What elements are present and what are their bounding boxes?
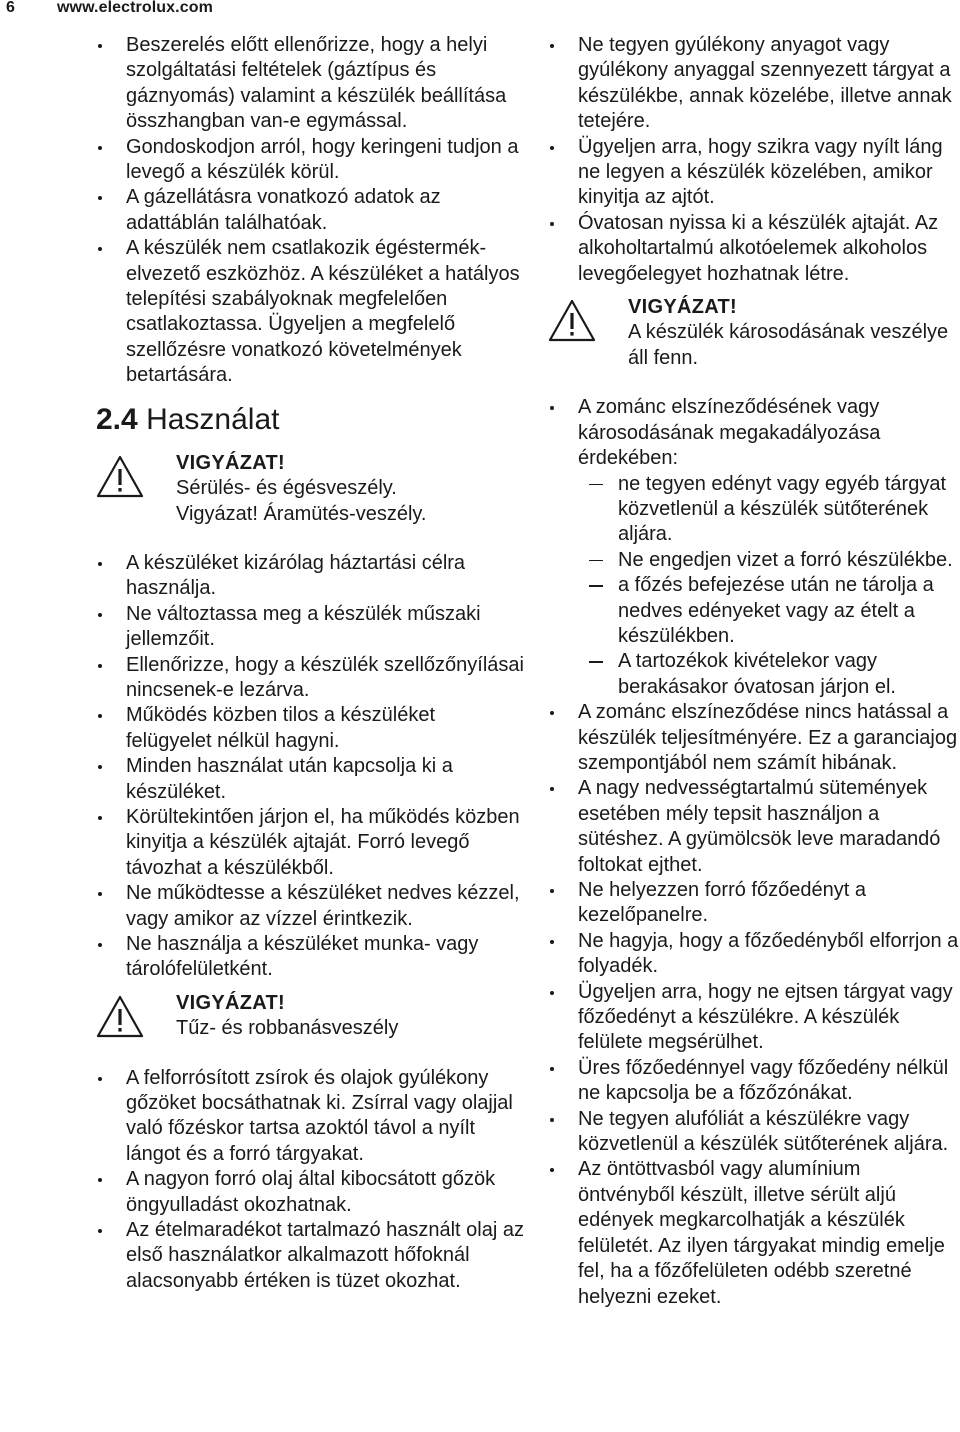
list-item: Ügyeljen arra, hogy ne ejtsen tárgyat vagy főzőedényt a készülékre. A készülék felülete megsérülhet. — [548, 980, 960, 1056]
warning-block-injury — [96, 451, 524, 527]
section-heading — [96, 403, 524, 437]
list-item: A készüléket kizárólag háztartási célra használja. — [96, 551, 524, 602]
page-number: 6 — [6, 0, 15, 16]
dash-item: Ne engedjen vizet a forró készülékbe. — [578, 548, 960, 573]
right-column — [548, 33, 960, 1310]
list-item: Beszerelés előtt ellenőrizze, hogy a helyi szolgáltatási feltételek (gáztípus és gáznyomás) valamint a készülék beállítása összhangban van-e egymással. — [96, 33, 524, 135]
warning-title: VIGYÁZAT! — [176, 991, 285, 1014]
warning-triangle-icon — [96, 994, 144, 1040]
warning-text: A készülék károsodásának veszélye áll fenn. — [628, 321, 949, 369]
header-url: www.electrolux.com — [57, 0, 213, 16]
list-item: Működés közben tilos a készüléket felügyelet nélkül hagyni. — [96, 703, 524, 754]
installation-bullets — [96, 33, 524, 389]
list-item: Ne helyezzen forró főzőedényt a kezelőpanelre. — [548, 878, 960, 929]
list-item: Az ételmaradékot tartalmazó használt olaj az első használatkor alkalmazott hőfoknál alacsonyabb értéken is tüzet okozhat. — [96, 1218, 524, 1294]
list-item: Ne változtassa meg a készülék műszaki jellemzőit. — [96, 602, 524, 653]
enamel-intro: A zománc elszíneződésének vagy károsodásának megakadályozása érdekében: — [578, 396, 881, 470]
list-item: Óvatosan nyissa ki a készülék ajtaját. Az alkoholtartalmú alkotóelemek alkoholos levegőelegyet hozhatnak létre. — [548, 211, 960, 287]
list-item: Ne hagyja, hogy a főzőedényből elforrjon a folyadék. — [548, 929, 960, 980]
list-item: Ne tegyen alufóliát a készülékre vagy közvetlenül a készülék sütőterének aljára. — [548, 1107, 960, 1158]
dash-item: a főzés befejezése után ne tárolja a nedves edényeket vagy az ételt a készülékben. — [578, 573, 960, 649]
warning-triangle-icon — [548, 298, 596, 344]
section-number: 2.4 — [96, 402, 138, 436]
warning-block-damage — [548, 295, 960, 371]
list-item: A nagy nedvességtartalmú sütemények esetében mély tepsit használjon a sütéshez. A gyümölcsök leve maradandó foltokat ejthet. — [548, 776, 960, 878]
list-item: Ne működtesse a készüléket nedves kézzel, vagy amikor az vízzel érintkezik. — [96, 881, 524, 932]
list-item: Ügyeljen arra, hogy szikra vagy nyílt láng ne legyen a készülék közelében, amikor kinyitja az ajtót. — [548, 135, 960, 211]
warning-text: Tűz- és robbanásveszély — [176, 1017, 399, 1040]
list-item — [548, 395, 960, 700]
list-item: Ellenőrizze, hogy a készülék szellőzőnyílásai nincsenek-e lezárva. — [96, 653, 524, 704]
warning-text: Vigyázat! Áramütés-veszély. — [176, 502, 427, 525]
usage-bullets — [96, 551, 524, 983]
dash-list — [578, 472, 960, 701]
list-item: A nagyon forró olaj által kibocsátott gőzök öngyulladást okozhatnak. — [96, 1167, 524, 1218]
warning-triangle-icon — [96, 454, 144, 500]
flammable-bullets — [548, 33, 960, 287]
care-bullets — [548, 395, 960, 1310]
list-item: Ne tegyen gyúlékony anyagot vagy gyúlékony anyaggal szennyezett tárgyat a készülékbe, annak közelébe, illetve annak tetejére. — [548, 33, 960, 135]
warning-text: Sérülés- és égésveszély. — [176, 477, 397, 500]
warning-block-fire — [96, 991, 524, 1042]
list-item: Üres főzőedénnyel vagy főzőedény nélkül ne kapcsolja be a főzőzónákat. — [548, 1056, 960, 1107]
warning-title: VIGYÁZAT! — [628, 296, 737, 319]
list-item: A zománc elszíneződése nincs hatással a készülék teljesítményére. Ez a garanciajog szempontjából nem számít hibának. — [548, 700, 960, 776]
list-item: Ne használja a készüléket munka- vagy tárolófelületként. — [96, 932, 524, 983]
list-item: A felforrósított zsírok és olajok gyúlékony gőzöket bocsáthatnak ki. Zsírral vagy olajjal való főzéskor tartsa azoktól távol a nyílt lángot és a forró tárgyakat. — [96, 1066, 524, 1168]
warning-title: VIGYÁZAT! — [176, 451, 285, 474]
list-item: A készülék nem csatlakozik égéstermék-elvezető eszközhöz. A készüléket a hatályos telepítési szabályoknak megfelelően csatlakoztassa. Ügyeljen a megfelelő szellőzésre vonatkozó követelmények betartására. — [96, 236, 524, 388]
list-item: Körültekintően járjon el, ha működés közben kinyitja a készülék ajtaját. Forró levegő távozhat a készülékből. — [96, 805, 524, 881]
left-column — [96, 33, 524, 1294]
dash-item: ne tegyen edényt vagy egyéb tárgyat közvetlenül a készülék sütőterének aljára. — [578, 472, 960, 548]
list-item: A gázellátásra vonatkozó adatok az adattáblán találhatóak. — [96, 185, 524, 236]
list-item: Minden használat után kapcsolja ki a készüléket. — [96, 754, 524, 805]
section-title: Használat — [146, 402, 280, 436]
fire-bullets — [96, 1066, 524, 1295]
list-item: Gondoskodjon arról, hogy keringeni tudjon a levegő a készülék körül. — [96, 135, 524, 186]
dash-item: A tartozékok kivételekor vagy berakásakor óvatosan járjon el. — [578, 649, 960, 700]
list-item: Az öntöttvasból vagy alumínium öntvényből készült, illetve sérült aljú edények megkarcolhatják a készülék felületét. Az ilyen tárgyakat mindig emelje fel, ha a főzőfelületen odébb szeretné helyezni ezeket. — [548, 1157, 960, 1309]
